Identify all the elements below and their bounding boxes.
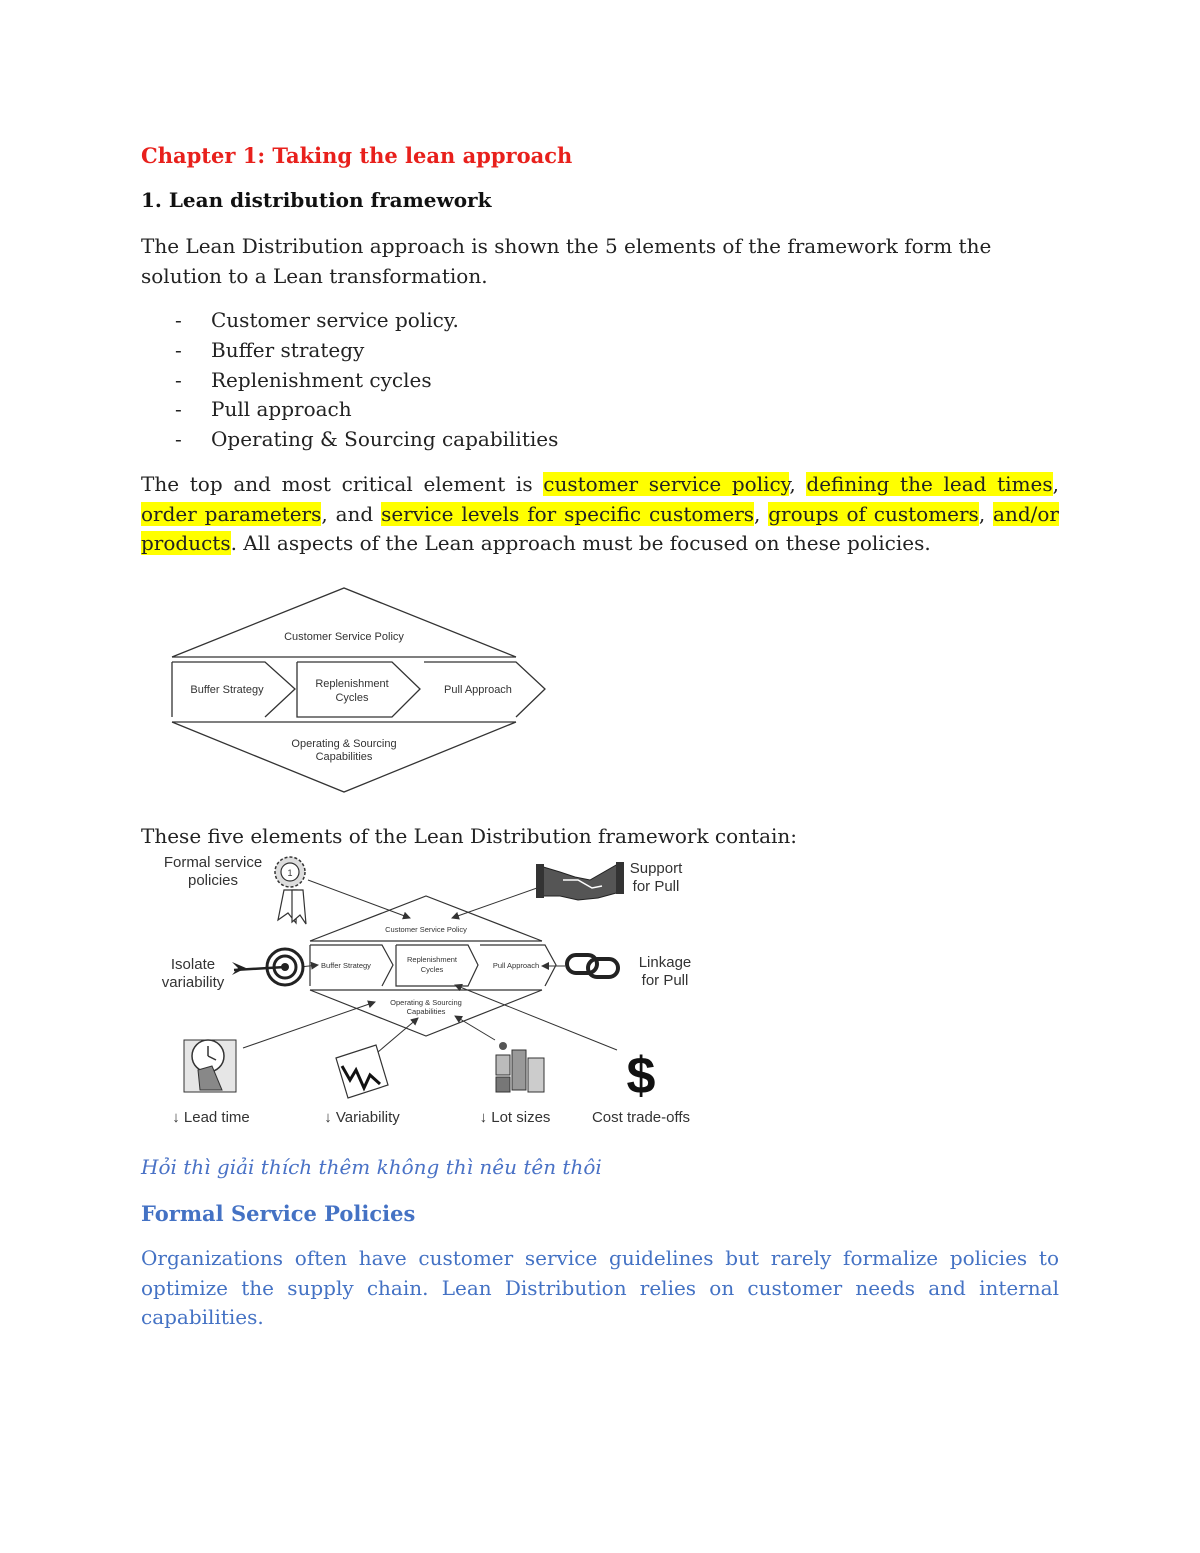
policies-label: policies xyxy=(187,872,239,889)
target-icon xyxy=(232,949,303,985)
intro-paragraph: The Lean Distribution approach is shown the 5 elements of the framework form the solution to a Lean transformation. xyxy=(141,234,992,288)
cycles-label: Cycles xyxy=(335,692,369,704)
highlight: defining the lead times xyxy=(806,472,1053,496)
dollar-icon: $ xyxy=(626,1047,656,1105)
list-item: - Pull approach xyxy=(175,395,558,425)
critical-element-paragraph: The top and most critical element is customer service policy, defining the lead times, order parameters, and service levels for specific customers, groups of customers, and/or products. All aspects of the Lean approach must be focused on these policies. xyxy=(141,472,1060,555)
chapter-title: Chapter 1: Taking the lean approach xyxy=(141,143,573,168)
list-item: - Operating & Sourcing capabilities xyxy=(175,425,558,455)
lead-time-label: ↓ Lead time xyxy=(172,1109,250,1126)
capabilities-label: Capabilities xyxy=(315,751,373,763)
svg-text:Operating & Sourcing: Operating & Sourcing xyxy=(390,998,462,1007)
formal-service-paragraph: Organizations often have customer service guidelines but rarely formalize policies to optimize the supply chain. Lean Distribution relies on customer needs and internal capabilities. xyxy=(141,1246,1059,1329)
highlight: and/or products xyxy=(141,501,1059,555)
elements-diagram xyxy=(150,850,710,1130)
buffer-strategy-label: Buffer Strategy xyxy=(190,684,264,696)
clock-icon xyxy=(184,1040,236,1092)
list-item: - Buffer strategy xyxy=(175,336,558,366)
list-dash: - xyxy=(175,397,182,422)
svg-text:Capabilities: Capabilities xyxy=(406,1007,446,1016)
support-label: Support xyxy=(629,860,683,877)
highlight: customer service policy xyxy=(543,472,790,496)
variability-label: variability xyxy=(161,974,225,991)
section-heading: 1. Lean distribution framework xyxy=(141,188,492,212)
cost-tradeoffs-label: Cost trade-offs xyxy=(591,1109,691,1126)
variability-chart-icon xyxy=(336,1045,388,1098)
svg-text:Customer Service Policy: Customer Service Policy xyxy=(385,925,467,934)
formal-service-heading: Formal Service Policies xyxy=(141,1201,416,1226)
variability-bottom-label: ↓ Variability xyxy=(324,1109,400,1126)
operating-sourcing-label: Operating & Sourcing xyxy=(291,738,397,750)
pull-approach-label: Pull Approach xyxy=(444,684,512,696)
list-item: - Customer service policy. xyxy=(175,306,558,336)
list-dash: - xyxy=(175,337,182,362)
isolate-label: Isolate xyxy=(170,956,216,973)
highlight: order parameters xyxy=(141,501,322,526)
handshake-icon xyxy=(536,862,624,900)
lot-sizes-icon xyxy=(496,1042,544,1092)
highlight: groups of customers xyxy=(768,501,979,526)
note-text: Hỏi thì giải thích thêm không thì nêu tên thôi xyxy=(141,1155,602,1179)
roof-outline xyxy=(172,588,516,657)
award-ribbon-icon xyxy=(275,857,306,924)
svg-text:Replenishment: Replenishment xyxy=(406,955,458,964)
svg-text:1: 1 xyxy=(287,868,293,878)
linkage-for-pull-label: for Pull xyxy=(641,972,689,989)
list-item: - Replenishment cycles xyxy=(175,366,558,396)
replenishment-label: Replenishment xyxy=(315,678,389,690)
for-pull-label: for Pull xyxy=(632,878,680,895)
framework-diagram xyxy=(160,582,560,802)
linkage-label: Linkage xyxy=(638,954,692,971)
svg-text:Cycles: Cycles xyxy=(420,965,444,974)
formal-service-label: Formal service xyxy=(163,854,263,871)
svg-text:Pull Approach: Pull Approach xyxy=(492,961,540,970)
svg-text:Buffer Strategy: Buffer Strategy xyxy=(321,961,371,970)
list-dash: - xyxy=(175,367,182,392)
elements-list xyxy=(175,306,558,455)
list-dash: - xyxy=(175,427,182,452)
chain-link-icon xyxy=(567,955,618,977)
highlight: service levels for specific customers xyxy=(381,501,755,526)
five-elements-intro: These five elements of the Lean Distribution framework contain: xyxy=(141,824,798,848)
list-dash: - xyxy=(175,308,182,332)
customer-service-policy-label: Customer Service Policy xyxy=(284,631,404,643)
lot-sizes-label: ↓ Lot sizes xyxy=(479,1109,551,1126)
